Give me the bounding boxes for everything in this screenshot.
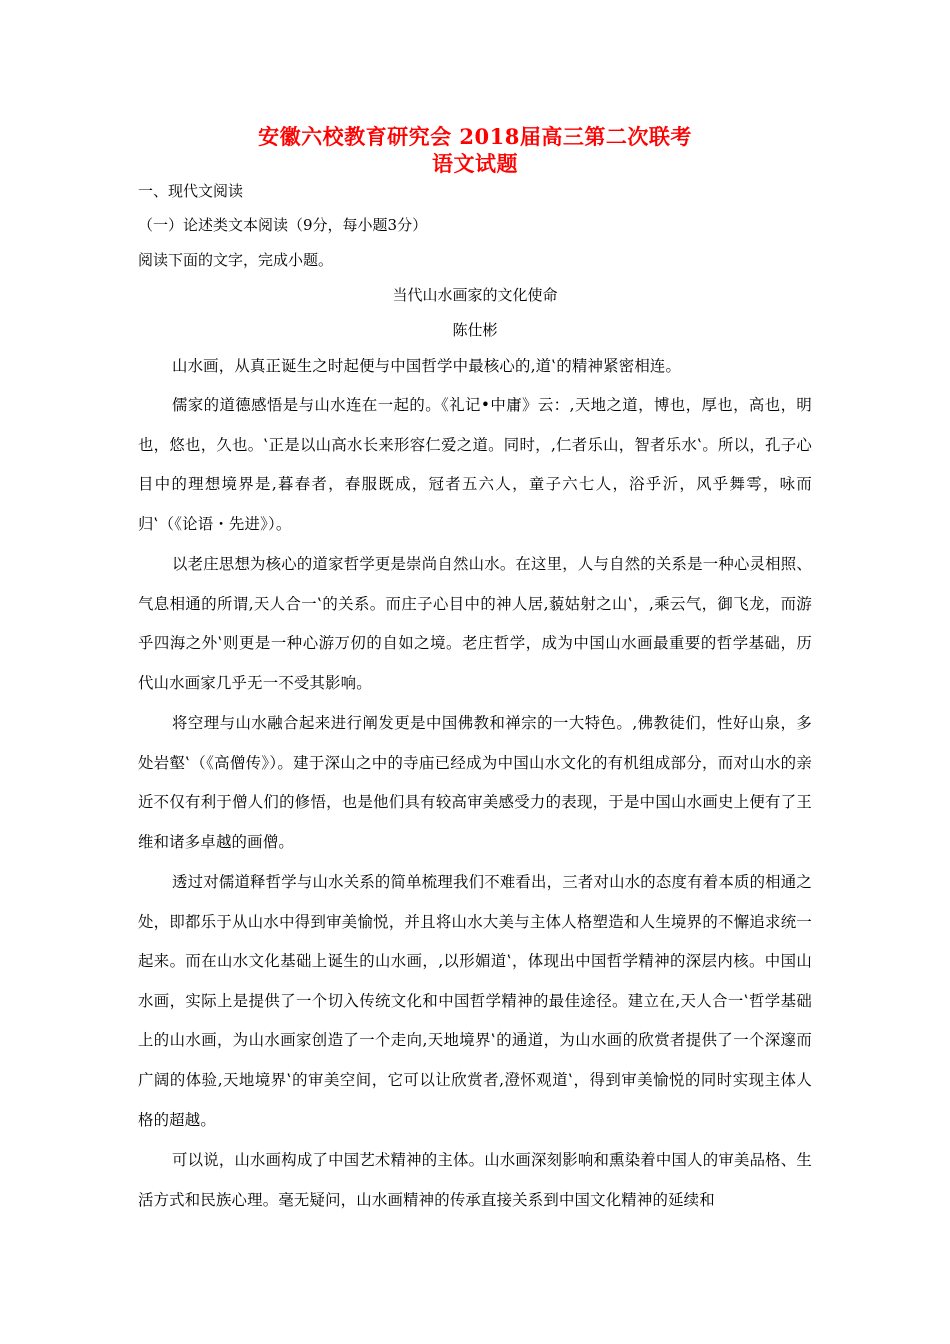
exam-title: 安徽六校教育研究会 2018届高三第二次联考 bbox=[258, 124, 692, 149]
article-paragraph: 儒家的道德感悟是与山水连在一起的。《礼记•中庸》云：‚天地之道，博也，厚也，高也，明也，悠也，久也。‛正是以山高水长来形容仁爱之道。同时，‚仁者乐山，智者乐水‛。所以，孔子心目中的理想境界是‚暮春者，春服既成，冠者五六人，童子六七人，浴乎沂，风乎舞雩，咏而归‛（《论语・先进》）。 bbox=[138, 396, 812, 533]
exam-subtitle: 语文试题 bbox=[432, 151, 518, 176]
article-paragraph: 可以说，山水画构成了中国艺术精神的主体。山水画深刻影响和熏染着中国人的审美品格、生活方式和民族心理。毫无疑问，山水画精神的传承直接关系到中国文化精神的延续和 bbox=[138, 1151, 812, 1209]
article-author: 陈仕彬 bbox=[452, 321, 498, 339]
article-paragraph: 将空理与山水融合起来进行阐发更是中国佛教和禅宗的一大特色。‚佛教徒们，性好山泉，多处岩壑‛（《高僧传》）。建于深山之中的寺庙已经成为中国山水文化的有机组成部分，而对山水的亲近不仅有利于僧人们的修悟，也是他们具有较高审美感受力的表现，于是中国山水画史上便有了王维和诸多卓越的画僧。 bbox=[138, 714, 812, 851]
article-paragraph: 山水画，从真正诞生之时起便与中国哲学中最核心的‚道‛的精神紧密相连。 bbox=[172, 357, 682, 375]
subsection-heading: （一）论述类文本阅读（9分，每小题3分） bbox=[138, 216, 428, 234]
article-paragraph: 以老庄思想为核心的道家哲学更是崇尚自然山水。在这里，人与自然的关系是一种心灵相照、气息相通的所谓‚天人合一‛的关系。而庄子心目中的神人居‚藐姑射之山‛，‚乘云气，御飞龙，而游乎四海之外‛则更是一种心游万仞的自如之境。老庄哲学，成为中国山水画最重要的哲学基础，历代山水画家几乎无一不受其影响。 bbox=[138, 555, 812, 692]
article-title: 当代山水画家的文化使命 bbox=[392, 286, 558, 304]
article-paragraph: 透过对儒道释哲学与山水关系的简单梳理我们不难看出，三者对山水的态度有着本质的相通之处，即都乐于从山水中得到审美愉悦，并且将山水大美与主体人格塑造和人生境界的不懈追求统一起来。而在山水文化基础上诞生的山水画，‚以形媚道‛，体现出中国哲学精神的深层内核。中国山水画，实际上是提供了一个切入传统文化和中国哲学精神的最佳途径。建立在‚天人合一‛哲学基础上的山水画，为山水画家创造了一个走向‚天地境界‛的通道，为山水画的欣赏者提供了一个深邃而广阔的体验‚天地境界‛的审美空间，它可以让欣赏者‚澄怀观道‛，得到审美愉悦的同时实现主体人格的超越。 bbox=[138, 873, 812, 1129]
reading-instruction: 阅读下面的文字，完成小题。 bbox=[138, 251, 334, 269]
section-heading: 一、现代文阅读 bbox=[138, 182, 244, 200]
